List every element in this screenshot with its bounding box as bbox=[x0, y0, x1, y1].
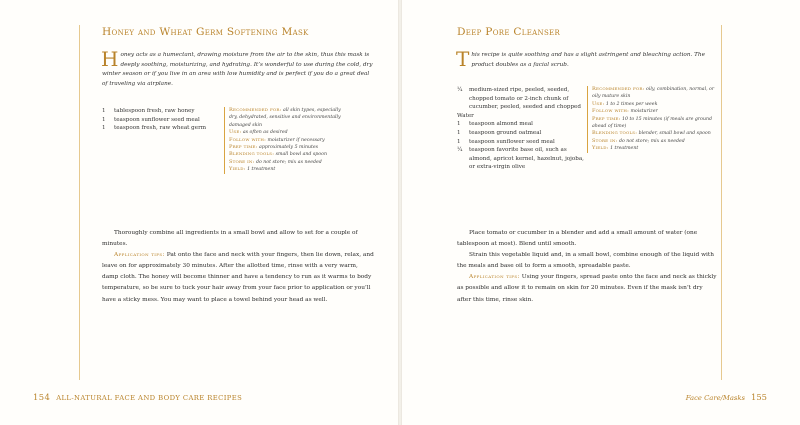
running-head: Face Care/Masks bbox=[685, 394, 745, 402]
page-number: 154 bbox=[33, 392, 51, 402]
ingredient-item bbox=[102, 116, 220, 125]
directions-paragraph: Place tomato or cucumber in a blender and add a small amount of water (one tablespoon at most). Blend until smooth. bbox=[457, 230, 698, 248]
left-page-footer bbox=[33, 392, 242, 402]
ingredient-list bbox=[457, 86, 585, 172]
intro-text: oney acts as a humectant, drawing moisture from the air to the skin, thus this mask is deeply soothing, moisturizing, and hydrating. It’s wonderful to use during the cold, dry winter season or if you live in an area with low humidity and is perfect if you do a great deal of traveling via airplane. bbox=[102, 52, 373, 87]
directions-paragraph: Strain this vegetable liquid and, in a small bowl, combine enough of the liquid with the meals and base oil to form a smooth, spreadable paste. bbox=[457, 252, 714, 270]
tips-text: Pat onto the face and neck with your fingers, then lie down, relax, and leave on for approximately 30 minutes. After the allotted time, rinse with a very warm, damp cloth. The honey will become thinner and have a tendency to run as it warms to body temperature, so be sure to tuck your hair away from your face prior to application or you’ll have a sticky mess. You may want to place a towel behind your head as well. bbox=[102, 252, 374, 303]
ingredient-water: Water bbox=[457, 112, 474, 119]
recipe-intro bbox=[101, 47, 374, 89]
left-margin-rule bbox=[79, 25, 80, 380]
page-number: 155 bbox=[751, 392, 767, 402]
ingredient-quantity: 1 bbox=[457, 138, 461, 145]
ingredient-quantity: 1 bbox=[102, 125, 106, 132]
info-line-recommended: Recommended for: all skin types, especially dry, dehydrated, sensitive and environmentally damaged skin bbox=[229, 107, 341, 128]
right-margin-rule bbox=[721, 25, 722, 380]
info-line-store: Store in: do not store; mix as needed bbox=[229, 158, 322, 165]
ingredient-item bbox=[457, 129, 585, 138]
application-tips-paragraph bbox=[457, 272, 717, 305]
tips-text: Using your fingers, spread paste onto the face and neck as thickly as possible and allow it to remain on skin for 20 minutes. Even if the mask isn’t dry after this time, rinse skin. bbox=[457, 274, 717, 303]
right-page-footer bbox=[686, 392, 767, 402]
intro-text: his recipe is quite soothing and has a slight astringent and bleaching action. The product doubles as a facial scrub. bbox=[471, 52, 705, 68]
ingredient-item bbox=[102, 107, 220, 116]
info-line-prep: Prep time: 10 to 15 minutes (if meals are ground ahead of time) bbox=[592, 115, 713, 130]
right-page bbox=[402, 0, 800, 425]
left-page bbox=[0, 0, 398, 425]
info-line-follow: Follow with: moisturizer bbox=[592, 108, 658, 115]
info-line-follow: Follow with: moisturizer if necessary bbox=[229, 136, 325, 143]
info-line-store: Store in: do not store; mix as needed bbox=[592, 137, 685, 144]
ingredient-item bbox=[457, 146, 585, 172]
recipe-title: Honey and Wheat Germ Softening Mask bbox=[102, 26, 309, 38]
info-line-tools: Blending tools: small bowl and spoon bbox=[229, 151, 327, 158]
recipe-info-box bbox=[224, 107, 344, 174]
ingredient-text: teaspoon favorite base oil, such as almond, apricot kernel, hazelnut, jojoba, or extra-virgin olive bbox=[469, 147, 584, 171]
ingredient-item bbox=[457, 138, 585, 147]
recipe-info-box bbox=[587, 86, 719, 153]
ingredient-text: tablespoon fresh, raw honey bbox=[114, 108, 195, 114]
info-line-prep: Prep time: approximately 5 minutes bbox=[229, 144, 319, 151]
directions-paragraph: Thoroughly combine all ingredients in a small bowl and allow to set for a couple of minutes. bbox=[102, 230, 358, 248]
ingredient-quantity: 1 bbox=[457, 129, 461, 136]
ingredient-item bbox=[457, 120, 585, 129]
ingredient-text: teaspoon almond meal bbox=[469, 121, 533, 128]
ingredient-text: medium-sized ripe, peeled, seeded, chopped tomato or 2-inch chunk of cucumber, peeled, seeded and chopped bbox=[469, 87, 581, 111]
ingredient-quantity: ¼ bbox=[457, 87, 463, 93]
recipe-directions bbox=[457, 228, 717, 306]
ingredient-text: teaspoon ground oatmeal bbox=[469, 129, 542, 136]
recipe-intro bbox=[456, 47, 717, 71]
ingredient-list bbox=[102, 107, 220, 133]
ingredient-quantity: 1 bbox=[102, 108, 106, 114]
info-line-recommended: Recommended for: oily, combination, normal, or oily mature skin bbox=[592, 86, 715, 100]
ingredient-text: teaspoon sunflower seed meal bbox=[469, 138, 555, 145]
ingredient-item bbox=[102, 124, 220, 133]
ingredient-item bbox=[457, 86, 585, 112]
info-line-use: Use: as often as desired bbox=[229, 129, 288, 136]
info-line-yield: Yield: 1 treatment bbox=[229, 166, 276, 173]
ingredient-quantity: ¼ bbox=[457, 147, 463, 154]
info-line-tools: Blending tools: blender, small bowl and spoon bbox=[592, 130, 711, 137]
drop-cap: T bbox=[456, 47, 470, 71]
tips-label: Application tips: bbox=[114, 252, 165, 259]
application-tips-paragraph bbox=[102, 250, 374, 305]
ingredient-text: teaspoon fresh, raw wheat germ bbox=[114, 125, 207, 132]
ingredient-quantity: 1 bbox=[102, 116, 106, 123]
running-head: ALL-NATURAL FACE AND BODY CARE RECIPES bbox=[56, 394, 243, 402]
recipe-directions bbox=[102, 228, 374, 306]
info-line-yield: Yield: 1 treatment bbox=[592, 145, 639, 152]
info-line-use: Use: 1 to 2 times per week bbox=[592, 100, 658, 107]
tips-label: Application tips: bbox=[469, 274, 520, 281]
ingredient-quantity: 1 bbox=[457, 121, 461, 128]
ingredient-text: teaspoon sunflower seed meal bbox=[114, 116, 200, 123]
recipe-title: Deep Pore Cleanser bbox=[457, 26, 561, 38]
drop-cap: H bbox=[101, 47, 119, 71]
